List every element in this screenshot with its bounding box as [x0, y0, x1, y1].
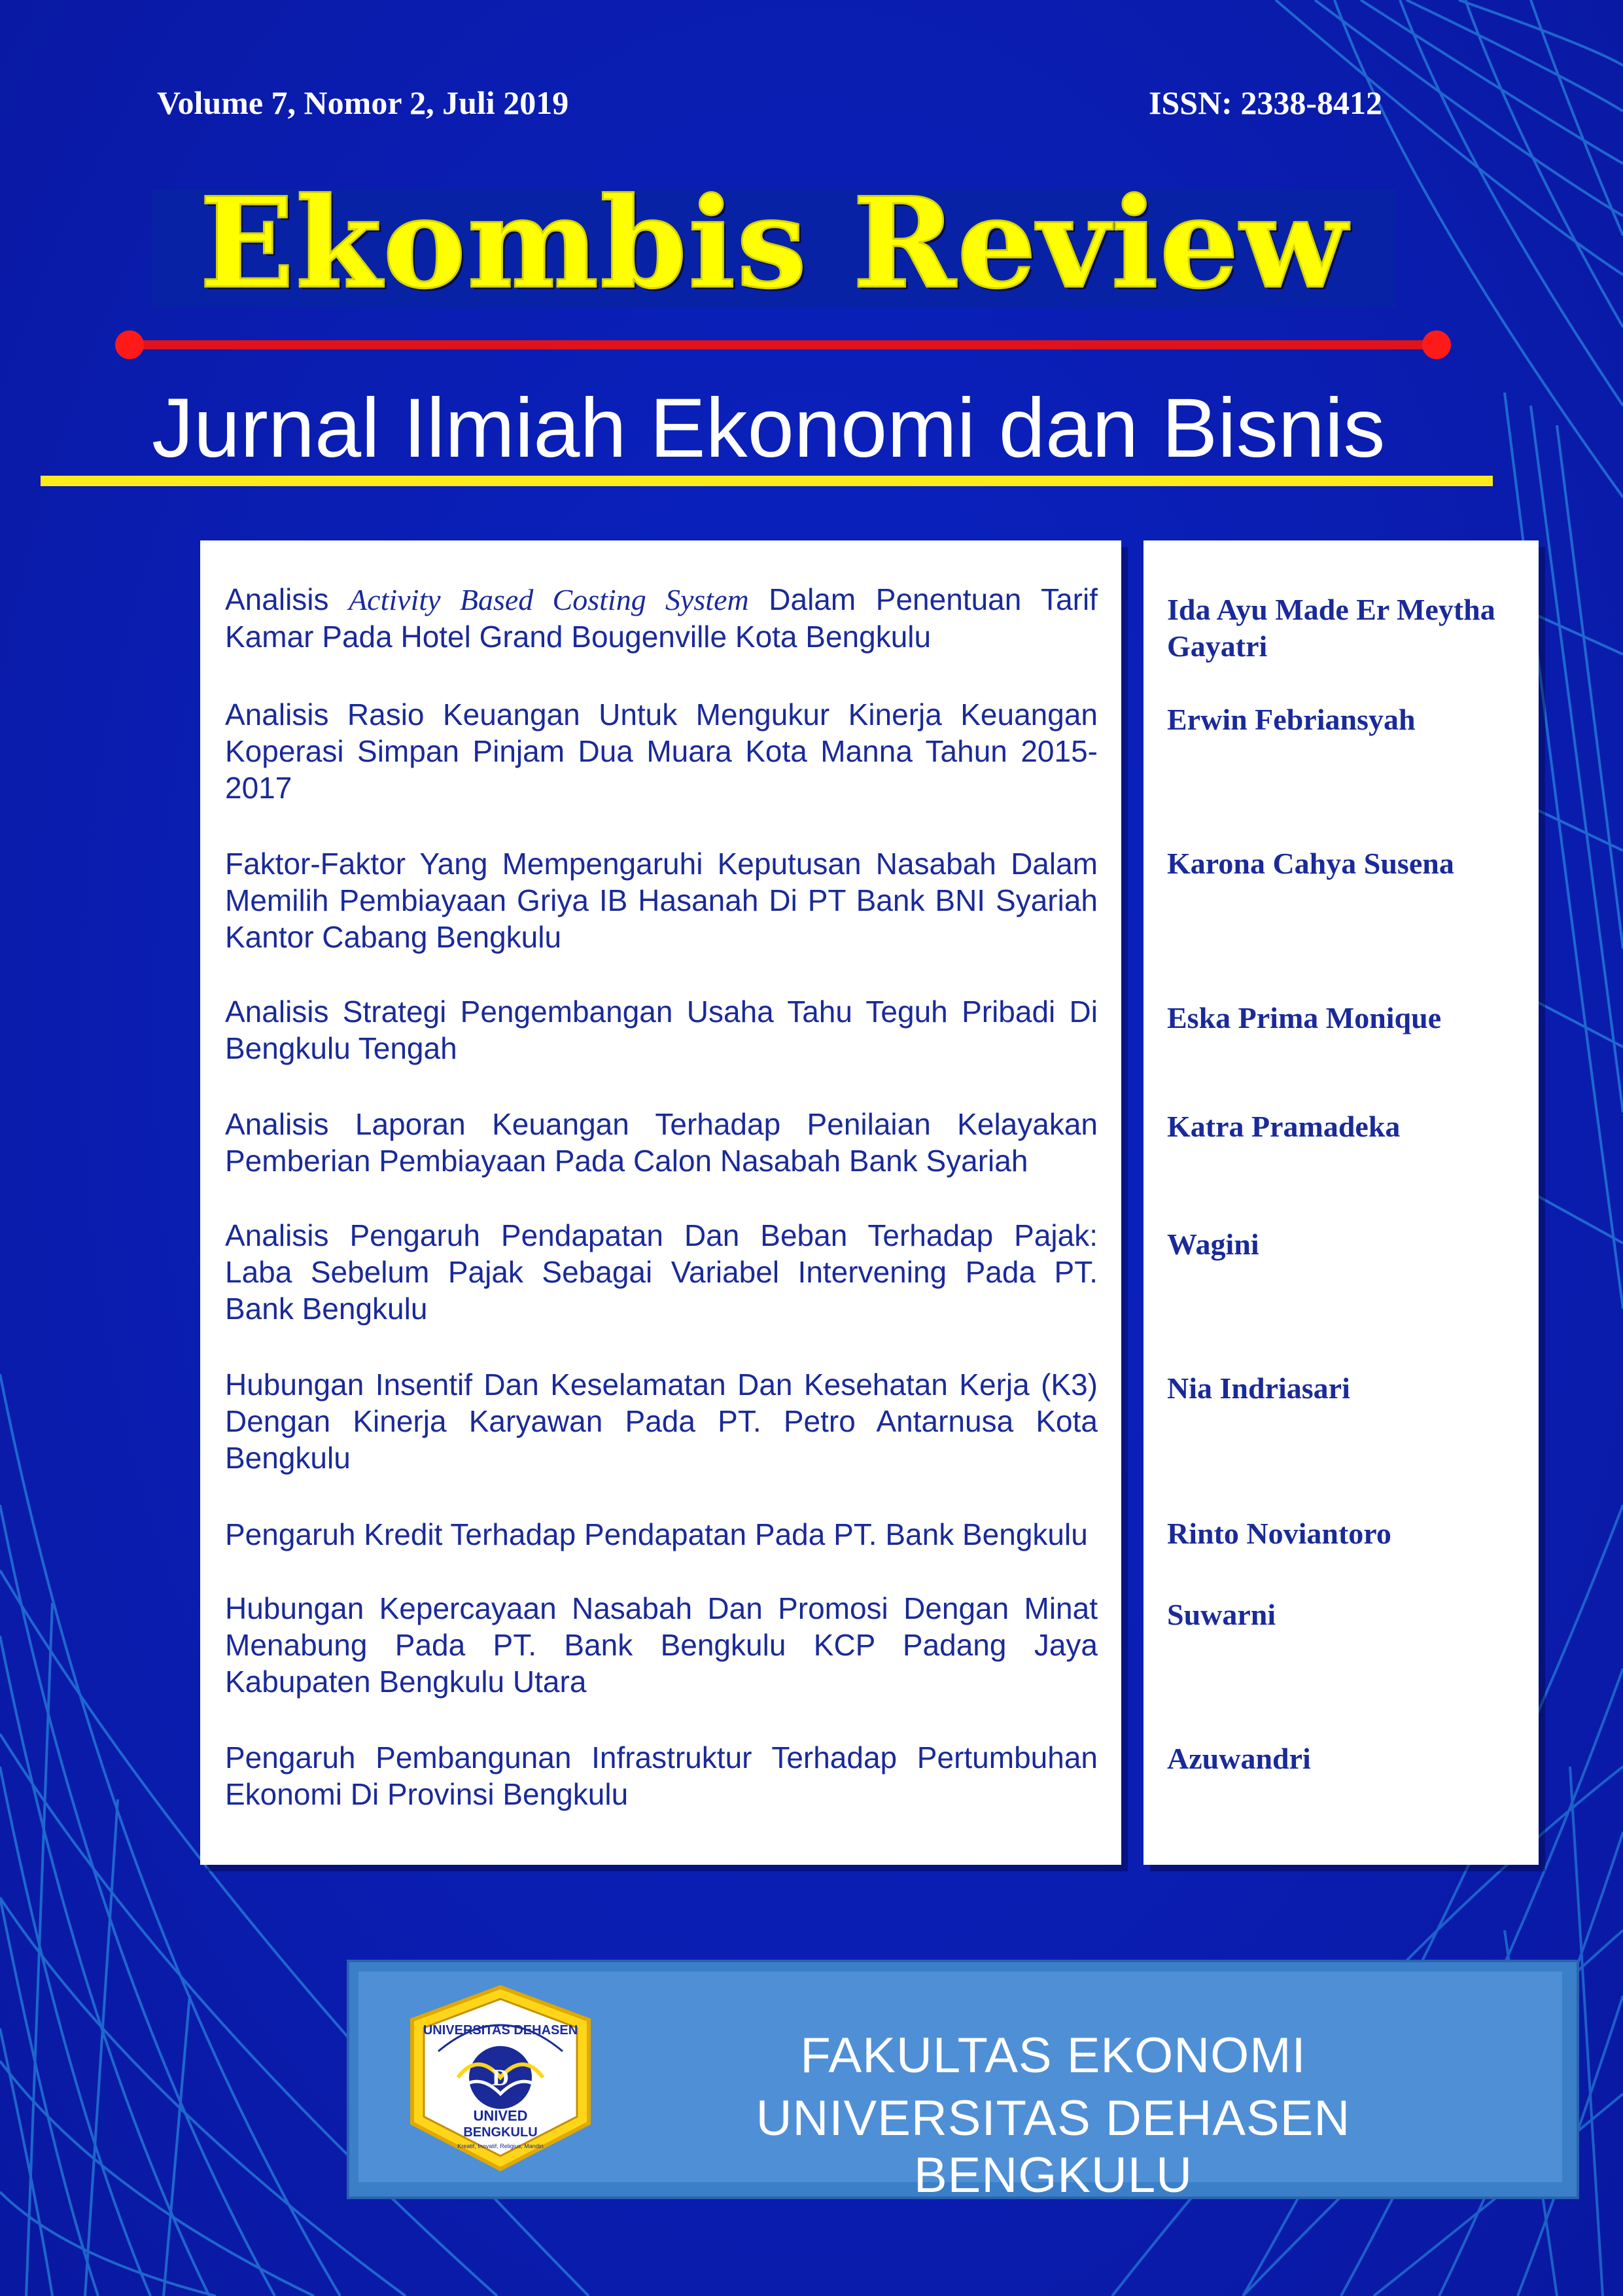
- article-title-8[interactable]: Pengaruh Kredit Terhadap Pendapatan Pada PT. Bank Bengkulu: [225, 1517, 1088, 1551]
- red-divider-dot-left: [115, 330, 144, 359]
- faculty-name: FAKULTAS EKONOMI: [800, 2028, 1306, 2083]
- article-title-1[interactable]: Analisis Activity Based Costing System Dalam Penentuan Tarif Kamar Pada Hotel Grand Bougenville Kota Bengkulu: [225, 582, 1098, 654]
- author-6: Wagini: [1167, 1227, 1259, 1261]
- logo-name: UNIVED: [473, 2108, 528, 2124]
- author-8: Rinto Noviantoro: [1167, 1517, 1391, 1550]
- article-title-4[interactable]: Analisis Strategi Pengembangan Usaha Tahu Teguh Pribadi Di Bengkulu Tengah: [225, 995, 1098, 1065]
- journal-title: Ekombis Review: [199, 170, 1349, 316]
- university-logo-icon: [386, 1979, 615, 2176]
- article-title-6[interactable]: Analisis Pengaruh Pendapatan Dan Beban Terhadap Pajak: Laba Sebelum Pajak Sebagai Variabel Intervening Pada PT. Bank Bengkulu: [225, 1218, 1098, 1326]
- author-5: Katra Pramadeka: [1167, 1110, 1401, 1143]
- author-1: Ida Ayu Made Er Meytha Gayatri: [1167, 593, 1495, 663]
- author-9: Suwarni: [1167, 1598, 1276, 1631]
- red-divider-dot-right: [1422, 330, 1451, 359]
- article-title-3[interactable]: Faktor-Faktor Yang Mempengaruhi Keputusan Nasabah Dalam Memilih Pembiayaan Griya IB Hasanah Di PT Bank BNI Syariah Kantor Cabang Bengkulu: [225, 847, 1098, 954]
- article-title-7[interactable]: Hubungan Insentif Dan Keselamatan Dan Kesehatan Kerja (K3) Dengan Kinerja Karyawan Pada PT. Petro Antarnusa Kota Bengkulu: [225, 1368, 1098, 1475]
- author-3: Karona Cahya Susena: [1167, 847, 1454, 880]
- authors-panel: [1143, 540, 1539, 1865]
- author-2: Erwin Febriansyah: [1167, 703, 1416, 736]
- issn-number: ISSN: 2338-8412: [1149, 84, 1382, 121]
- university-name: UNIVERSITAS DEHASEN BENGKULU: [756, 2091, 1351, 2203]
- volume-issue-date: Volume 7, Nomor 2, Juli 2019: [157, 84, 569, 121]
- author-10: Azuwandri: [1167, 1742, 1311, 1775]
- author-7: Nia Indriasari: [1167, 1371, 1350, 1405]
- article-title-1-italic: Activity Based Costing System: [349, 583, 749, 616]
- logo-motto: Kreatif, Inovatif, Religius, Mandiri: [457, 2143, 544, 2149]
- yellow-divider: [41, 476, 1493, 486]
- logo-ring-text: UNIVERSITAS DEHASEN: [423, 2023, 578, 2038]
- svg-text:D: D: [492, 2064, 509, 2091]
- author-4: Eska Prima Monique: [1167, 1001, 1442, 1034]
- logo-city: BENGKULU: [463, 2125, 538, 2140]
- journal-subtitle: Jurnal Ilmiah Ekonomi dan Bisnis: [152, 381, 1386, 475]
- article-title-5[interactable]: Analisis Laporan Keuangan Terhadap Penilaian Kelayakan Pemberian Pembiayaan Pada Calon Nasabah Bank Syariah: [225, 1107, 1098, 1178]
- article-title-2[interactable]: Analisis Rasio Keuangan Untuk Mengukur Kinerja Keuangan Koperasi Simpan Pinjam Dua Muara Kota Manna Tahun 2015-2017: [225, 698, 1098, 805]
- red-divider: [130, 340, 1438, 349]
- article-title-9[interactable]: Hubungan Kepercayaan Nasabah Dan Promosi Dengan Minat Menabung Pada PT. Bank Bengkulu KCP Padang Jaya Kabupaten Bengkulu Utara: [225, 1591, 1098, 1699]
- article-title-10[interactable]: Pengaruh Pembangunan Infrastruktur Terhadap Pertumbuhan Ekonomi Di Provinsi Bengkulu: [225, 1740, 1098, 1811]
